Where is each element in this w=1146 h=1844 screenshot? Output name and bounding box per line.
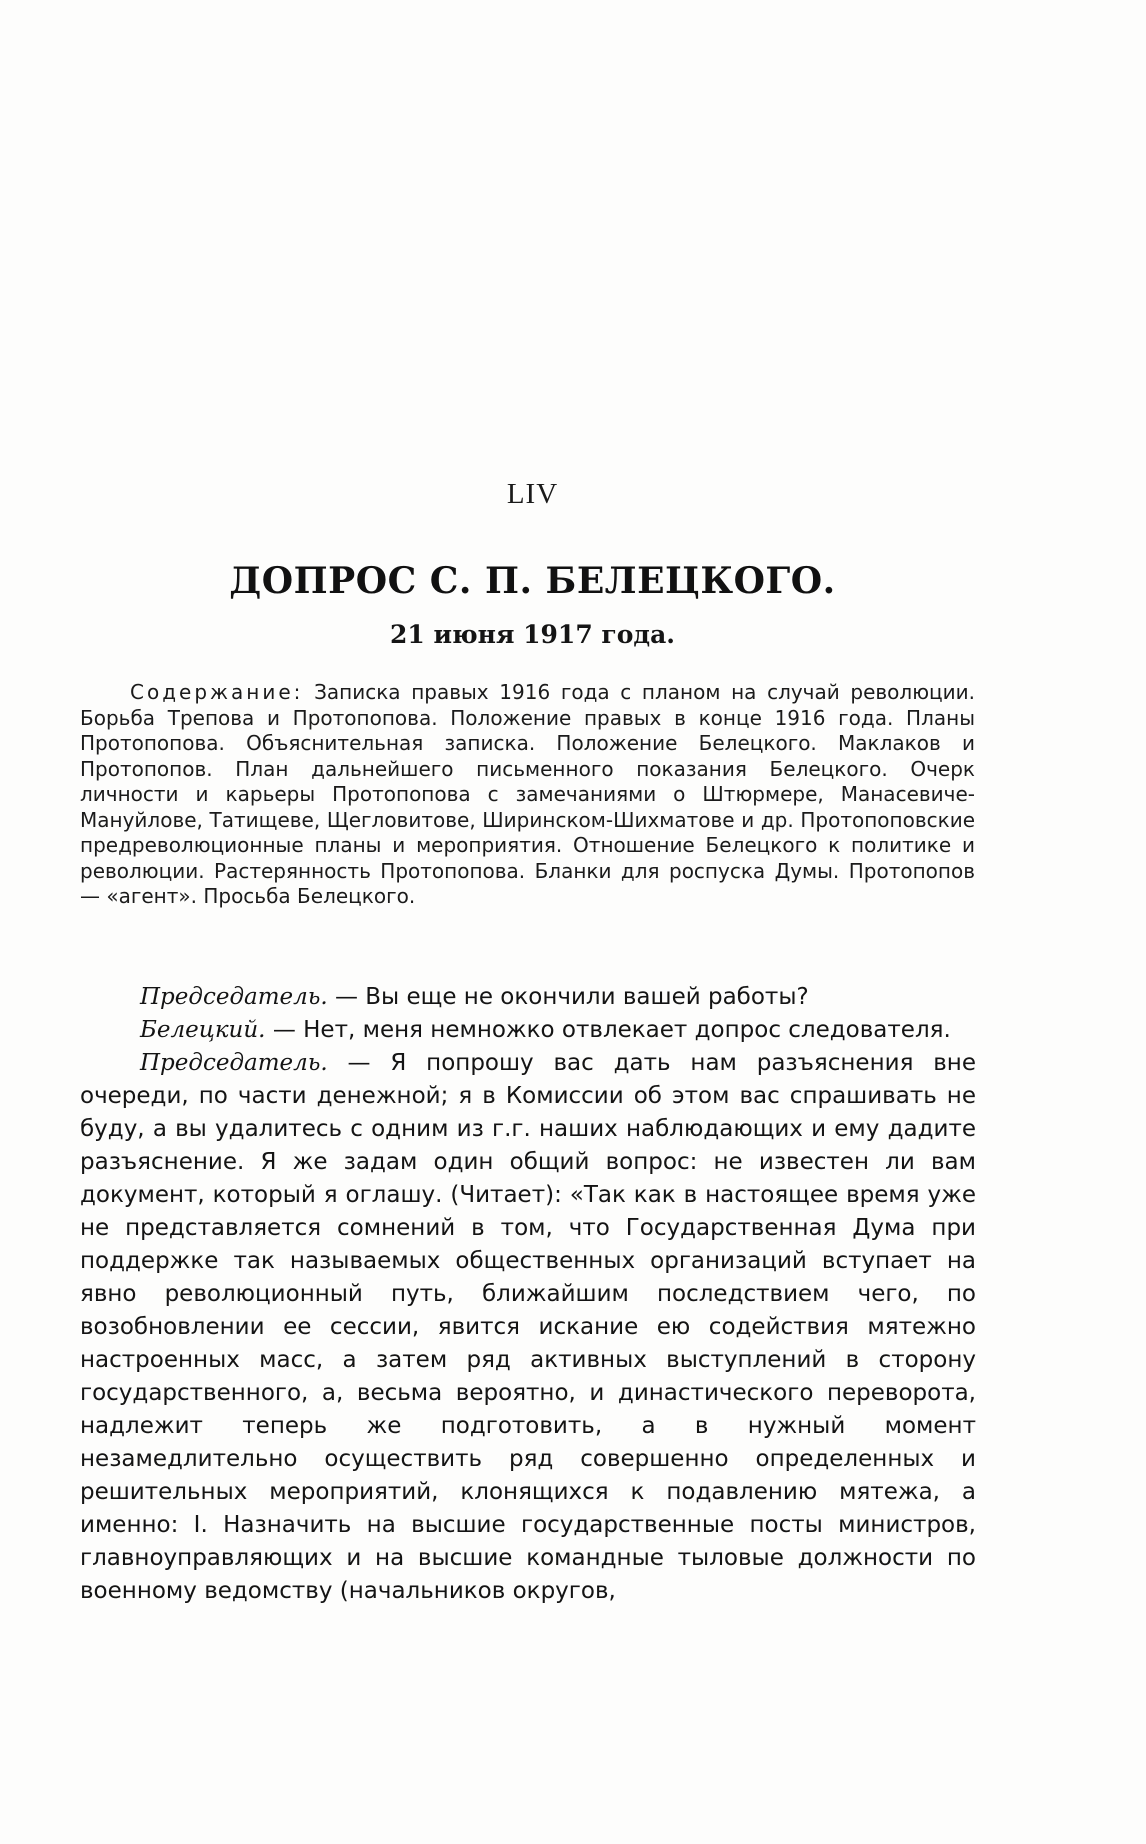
- dialogue-text: — Нет, меня немножко отвлекает допрос следователя.: [272, 1017, 951, 1043]
- contents-summary: [80, 680, 975, 910]
- dialogue-paragraph: [80, 1014, 976, 1047]
- dialogue-paragraph: [80, 1047, 976, 1608]
- speaker-name: Белецкий.: [140, 1017, 266, 1043]
- interrogation-date: 21 июня 1917 года.: [390, 620, 675, 649]
- contents-label: Содержание:: [130, 680, 304, 704]
- transcript-body: [80, 981, 976, 1608]
- speaker-name: Председатель.: [140, 1050, 328, 1076]
- chapter-number: LIV: [506, 478, 559, 510]
- contents-text: Записка правых 1916 года с планом на случай революции. Борьба Трепова и Протопопова. Положение правых в конце 1916 года. Планы Протопопова. Объяснительная записка. Положение Белецкого. Маклаков и Протопопов. План дальнейшего письменного показания Белецкого. Очерк личности и карьеры Протопопова с замечаниями о Штюрмере, Манасевиче-Мануйлове, Татищеве, Щегловитове, Ширинском-Шихматове и др. Протопоповские предреволюционные планы и мероприятия. Отношение Белецкого к политике и революции. Растерянность Протопопова. Бланки для роспуска Думы. Протопопов — «агент». Просьба Белецкого.: [80, 680, 976, 908]
- dialogue-paragraph: [80, 981, 976, 1014]
- speaker-name: Председатель.: [140, 984, 328, 1010]
- page-title: ДОПРОС С. П. БЕЛЕЦКОГО.: [229, 560, 836, 602]
- show-through-text: [80, 95, 985, 126]
- dialogue-text: — Вы еще не окончили вашей работы?: [334, 984, 809, 1010]
- dialogue-text: — Я попрошу вас дать нам разъяснения вне очереди, по части денежной; я в Комиссии об этом вас спрашивать не буду, а вы удалитесь с одним из г.г. наших наблюдающих и ему дадите разъяснение. Я же задам один общий вопрос: не известен ли вам документ, который я оглашу. (Читает): «Так как в настоящее время уже не представляется сомнений в том, что Государственная Дума при поддержке так называемых общественных организаций вступает на явно революционный путь, ближайшим последствием чего, по возобновлении ее сессии, явится искание ею содействия мятежно настроенных масс, а затем ряд активных выступлений в сторону государственного, а, весьма вероятно, и династического переворота, надлежит теперь же подготовить, а в нужный момент незамедлительно осуществить ряд совершенно определенных и решительных мероприятий, клонящихся к подавлению мятежа, а именно: I. Назначить на высшие государственные посты министров, главноуправляющих и на высшие командные тыловые должности по военному ведомству (начальников округов,: [80, 1050, 976, 1604]
